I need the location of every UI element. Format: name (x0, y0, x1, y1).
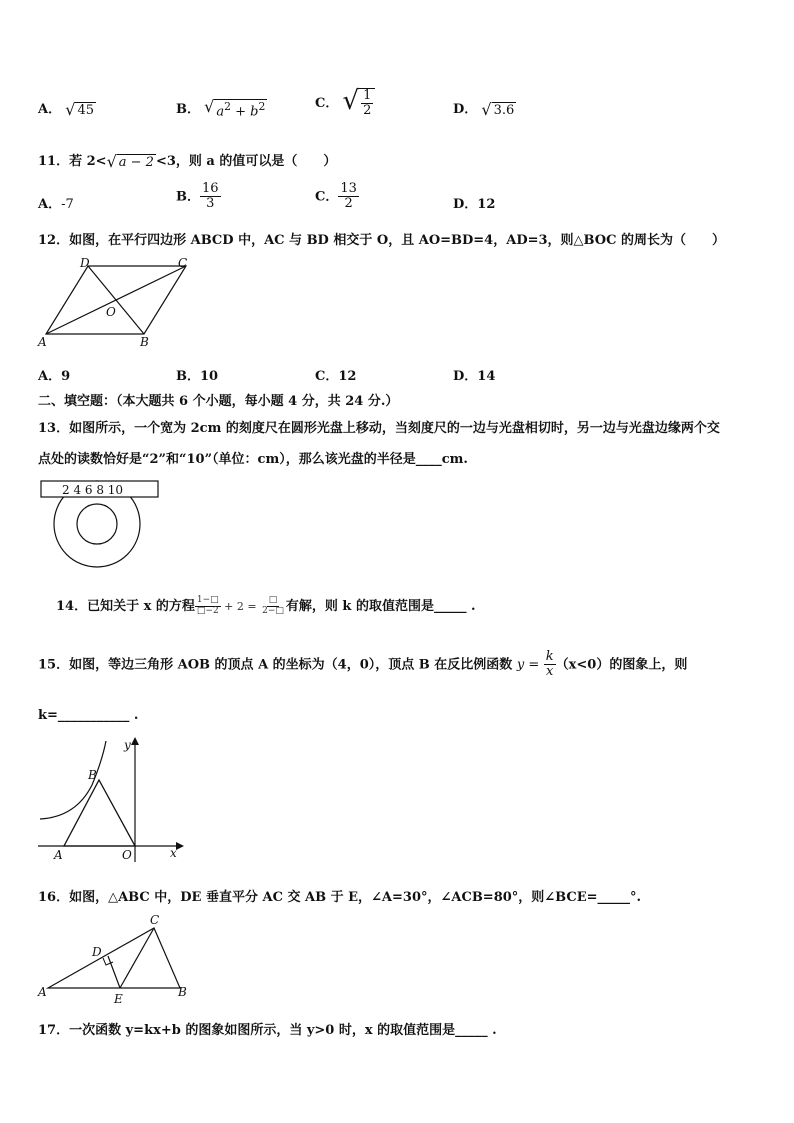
q12-option-d: D．14 (453, 369, 496, 384)
label-D: D (80, 256, 90, 270)
fraction-denominator: x (546, 664, 554, 680)
q17-question: 17．一次函数 y=kx+b 的图象如图所示，当 y>0 时，x 的取值范围是_____ . (38, 1023, 497, 1038)
fraction-2 (260, 596, 286, 617)
function-lhs: y = (516, 657, 540, 673)
label-B: B (178, 985, 187, 999)
fraction-denominator: □−2 (196, 606, 219, 616)
option-label: C． (315, 189, 339, 205)
q10-option-b (176, 98, 267, 120)
fraction-denominator: 2−□ (262, 606, 284, 616)
q14-suffix: 有解，则 k 的取值范围是_____ . (285, 599, 476, 614)
label-O: O (122, 848, 132, 862)
sqrt-expression: √ 3.6 (481, 99, 515, 119)
q15-prefix: 15．如图，等边三角形 AOB 的顶点 A 的坐标为（4，0），顶点 B 在反比例函数 (38, 657, 517, 673)
q12-option-c: C．12 (315, 369, 357, 384)
radicand-a: a (216, 104, 225, 120)
q11-option-b (176, 182, 221, 212)
fraction-numerator: 16 (202, 181, 219, 196)
q11-option-d (453, 193, 495, 212)
label-B: B (88, 768, 97, 782)
fraction-numerator: □ (268, 595, 278, 606)
q11-option-a (38, 193, 74, 212)
q14-question (56, 595, 476, 617)
fraction-denominator: 3 (206, 196, 215, 212)
q15-suffix: （x<0）的图象上，则 (555, 657, 688, 673)
q15-line2: k=___________ . (38, 708, 139, 723)
function-fraction (544, 650, 556, 680)
label-A: A (38, 985, 47, 999)
sqrt-expression: √ $\frac{1}{2}$ (343, 88, 376, 119)
q10-option-d (453, 98, 516, 118)
option-label: A． (38, 102, 62, 117)
label-x: x (170, 846, 177, 860)
label-A: A (38, 335, 47, 349)
label-O: O (106, 305, 116, 319)
q12-question: 12．如图，在平行四边形 ABCD 中，AC 与 BD 相交于 O，且 AO=BD=4，AD=3，则△BOC 的周长为（ ） (38, 233, 725, 248)
option-value: 12 (477, 197, 496, 212)
fraction-denominator: 2 (344, 196, 353, 212)
sqrt-expression: √ 45 (65, 99, 94, 119)
coordinate-figure (36, 735, 186, 865)
radicand: 45 (77, 102, 94, 118)
label-C: C (150, 913, 160, 927)
q11-prefix: 11．若 2< (38, 154, 107, 169)
q12-option-a: A．9 (38, 369, 71, 384)
sqrt-expression: √ $a^2 + b^2$ (204, 97, 266, 120)
label-D: D (92, 945, 102, 959)
q13-line1: 13．如图所示，一个宽为 2cm 的刻度尺在圆形光盘上移动，当刻度尺的一边与光盘相切时，另一边与光盘边缘两个交 (38, 421, 720, 436)
fraction-denominator: 2 (363, 103, 372, 119)
sqrt-expression: √ a − 2 (106, 151, 154, 171)
disc-ruler-figure (40, 480, 165, 580)
radicand-b: b (250, 104, 259, 120)
q12-option-b: B．10 (176, 369, 219, 384)
q11-option-c (315, 182, 359, 212)
label-E: E (114, 992, 123, 1006)
radicand: 3.6 (493, 102, 515, 118)
fraction-numerator: 13 (340, 181, 357, 196)
fraction-numerator: 1 (363, 88, 372, 103)
q11-question (38, 150, 336, 170)
q13-line2: 点处的读数恰好是“2”和“10”（单位：cm），那么该光盘的半径是____cm. (38, 452, 468, 467)
ruler-scale: 2 4 6 8 10 (62, 483, 124, 497)
option-label: B． (176, 102, 200, 117)
option-label: B． (176, 189, 200, 205)
option-label: D． (453, 197, 478, 212)
label-B: B (140, 335, 149, 349)
parallelogram-figure (36, 256, 196, 348)
q10-option-c (315, 88, 375, 119)
q15-question (38, 650, 687, 680)
equation-middle: + 2 = (220, 600, 261, 613)
label-y: y (124, 738, 131, 752)
label-A: A (54, 848, 63, 862)
fraction-numerator: k (545, 649, 554, 664)
option-value: -7 (61, 197, 74, 212)
label-C: C (178, 256, 188, 270)
radicand: a − 2 (118, 154, 154, 170)
q11-suffix: <3，则 a 的值可以是（ ） (155, 154, 337, 169)
triangle-figure (36, 912, 196, 1004)
q14-prefix: 14．已知关于 x 的方程 (56, 599, 195, 614)
option-label: A． (38, 197, 62, 212)
option-label: C． (315, 95, 339, 111)
q10-option-a (38, 98, 96, 118)
section-heading: 二、填空题：（本大题共 6 个小题，每小题 4 分，共 24 分.） (38, 394, 399, 409)
q16-question: 16．如图，△ABC 中，DE 垂直平分 AC 交 AB 于 E，∠A=30°，∠ACB=80°，则∠BCE=_____°. (38, 890, 642, 905)
option-label: D． (453, 102, 478, 117)
fraction-1 (195, 596, 221, 617)
fraction-numerator: 1−□ (196, 595, 219, 606)
